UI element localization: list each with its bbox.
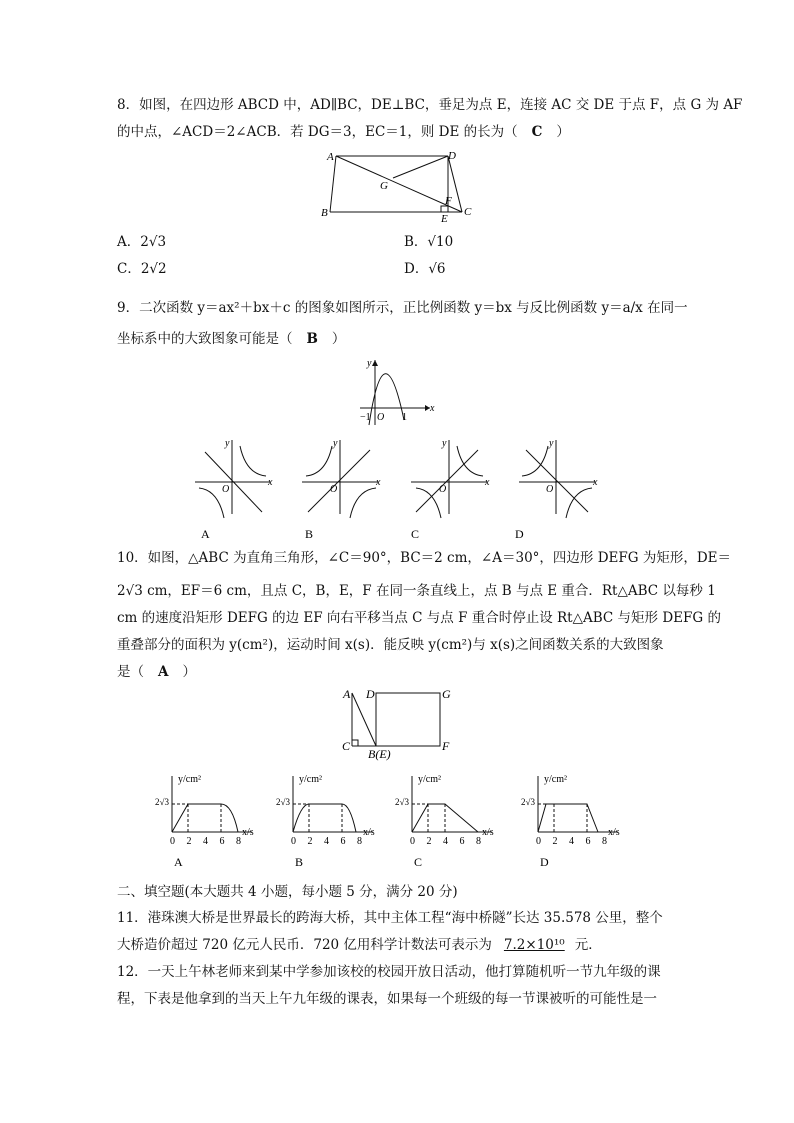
q10-label-g: G	[442, 687, 451, 701]
q10-graph-yval: 2√3	[395, 797, 409, 807]
q10-graph-xlabel: x/s	[242, 827, 254, 838]
q8-label-e: E	[441, 213, 448, 225]
q9-b-x: x	[376, 477, 381, 488]
q10-graph-tick: 2	[186, 836, 192, 847]
q8-line1: 8．如图，在四边形 ABCD 中，AD∥BC，DE⊥BC，垂足为点 E，连接 AC 交 DE 于点 F，点 G 为 AF	[117, 97, 743, 113]
q10-graph-tick: 6	[340, 836, 346, 847]
q8-label-d: D	[448, 150, 456, 162]
q10-graph-tick: 8	[236, 836, 241, 847]
q10-label-d: D	[366, 687, 375, 701]
q10-line2: 2√3 cm，EF＝6 cm，且点 C，B，E，F 在同一条直线上，点 B 与点 E 重合．Rt△ABC 以每秒 1	[117, 583, 716, 599]
q9-d-o: O	[546, 484, 554, 495]
q9-x-label: x	[430, 403, 435, 414]
q10-graph-tick: 2	[307, 836, 313, 847]
q8-option-c: C．2√2	[117, 261, 167, 277]
q9-choice-d: D	[515, 527, 524, 541]
q10-graph-tick: 8	[476, 836, 481, 847]
q9-choice-c: C	[411, 527, 420, 541]
q10-choice-d: D	[540, 855, 549, 869]
q10-graph-tick: 2	[552, 836, 558, 847]
q10-line1: 10．如图，△ABC 为直角三角形，∠C＝90°，BC＝2 cm，∠A＝30°，四边形 DEFG 为矩形，DE＝	[117, 550, 731, 566]
q12-line1: 12．一天上午林老师来到某中学参加该校的校园开放日活动，他打算随机听一节九年级的课	[117, 964, 661, 980]
q10-graph-tick: 2	[426, 836, 432, 847]
q10-graph-tick: 6	[585, 836, 591, 847]
q9-d-x: x	[593, 477, 598, 488]
q10-graph-curve	[538, 804, 598, 832]
q10-graph-tick: 8	[602, 836, 607, 847]
q9-c-o: O	[439, 484, 447, 495]
q8-option-a: A．2√3	[117, 234, 167, 250]
q10-graph-curve	[293, 804, 356, 832]
section-2-heading: 二、填空题(本大题共 4 小题，每小题 5 分，满分 20 分)	[117, 884, 458, 900]
q9-a-y: y	[225, 438, 230, 449]
q10-choice-a: A	[174, 855, 183, 869]
q11-line2-end: 元．	[574, 937, 602, 953]
q8-label-c: C	[464, 206, 472, 218]
q10-graph-tick: 4	[324, 836, 329, 847]
q10-graph-curve	[172, 804, 238, 832]
q11-line2	[117, 933, 679, 958]
q8-line2-close: ）	[556, 124, 570, 140]
q8-label-f: F	[445, 195, 452, 207]
q10-graph-tick: 0	[291, 836, 296, 847]
q10-graph-ylabel: y/cm²	[178, 774, 201, 785]
q10-graph-tick: 0	[170, 836, 175, 847]
q10-graph-xlabel: x/s	[363, 827, 375, 838]
q10-graph-tick: 4	[569, 836, 574, 847]
q10-line5-text: 是（	[117, 664, 144, 680]
q10-choice-c: C	[414, 855, 423, 869]
q10-graph-tick: 0	[536, 836, 541, 847]
q8-answer: C	[531, 124, 543, 140]
q10-graph-tick: 6	[459, 836, 465, 847]
q9-b-y: y	[333, 438, 338, 449]
q10-label-c: C	[342, 739, 351, 753]
q9-choice-b: B	[305, 527, 314, 541]
q10-line4: 重叠部分的面积为 y(cm²)，运动时间 x(s)．能反映 y(cm²)与 x(s)之间函数关系的大致图象	[117, 637, 664, 653]
q10-graph-curve	[412, 804, 478, 832]
q9-b-o: O	[330, 484, 338, 495]
q10-graph-tick: 8	[357, 836, 362, 847]
q8-option-d: D．√6	[404, 261, 446, 277]
q10-graph-yval: 2√3	[521, 797, 535, 807]
q8-label-a: A	[327, 151, 334, 163]
q10-graph-tick: 4	[443, 836, 448, 847]
q9-choice-a: A	[201, 527, 210, 541]
q8-label-g: G	[380, 180, 388, 192]
q9-line2-text: 坐标系中的大致图象可能是（	[117, 331, 293, 347]
q10-graph-yval: 2√3	[276, 797, 290, 807]
q10-line5-close: ）	[182, 664, 196, 680]
q9-line1: 9．二次函数 y＝ax²＋bx＋c 的图象如图所示，正比例函数 y＝bx 与反比例函数 y＝a/x 在同一	[117, 300, 688, 316]
q10-graph-ylabel: y/cm²	[299, 774, 322, 785]
q10-graph-yval: 2√3	[155, 797, 169, 807]
q9-d-y: y	[549, 438, 554, 449]
q9-answer: B	[306, 331, 318, 347]
q11-answer: 7.2×10¹⁰	[503, 937, 565, 953]
q9-origin-label: O	[377, 412, 385, 423]
q8-label-b: B	[321, 207, 328, 219]
q11-line2-text: 大桥造价超过 720 亿元人民币．720 亿用科学计数法可表示为	[117, 937, 492, 953]
q8-line2-text: 的中点，∠ACD＝2∠ACB．若 DG＝3，EC＝1，则 DE 的长为（	[117, 124, 518, 140]
q9-c-y: y	[442, 438, 447, 449]
q10-graph-tick: 0	[410, 836, 415, 847]
q10-line3: cm 的速度沿矩形 DEFG 的边 EF 向右平移当点 C 与点 F 重合时停止设 Rt△ABC 与矩形 DEFG 的	[117, 610, 721, 626]
q10-graph-ylabel: y/cm²	[418, 774, 441, 785]
q10-label-f: F	[442, 739, 450, 753]
q10-answer: A	[158, 664, 169, 680]
q10-choice-b: B	[295, 855, 304, 869]
q10-graph-xlabel: x/s	[608, 827, 620, 838]
q10-graph-ylabel: y/cm²	[544, 774, 567, 785]
q9-one-label: 1	[402, 412, 407, 423]
q10-label-be: B(E)	[368, 747, 391, 761]
q10-graph-tick: 6	[219, 836, 225, 847]
q10-graph-xlabel: x/s	[482, 827, 494, 838]
q10-graph-tick: 4	[203, 836, 208, 847]
q8-option-b: B．√10	[404, 234, 454, 250]
q9-line2-close: ）	[331, 331, 346, 347]
q10-label-a: A	[343, 687, 351, 701]
q9-y-label: y	[367, 358, 372, 369]
q9-neg1-label: −1	[360, 412, 371, 423]
q9-c-x: x	[485, 477, 490, 488]
q9-a-x: x	[268, 477, 273, 488]
q12-line2: 程，下表是他拿到的当天上午九年级的课表，如果每一个班级的每一节课被听的可能性是一	[117, 991, 657, 1007]
q11-line1: 11．港珠澳大桥是世界最长的跨海大桥，其中主体工程“海中桥隧”长达 35.578 公里，整个	[117, 910, 663, 926]
q9-a-o: O	[222, 484, 230, 495]
